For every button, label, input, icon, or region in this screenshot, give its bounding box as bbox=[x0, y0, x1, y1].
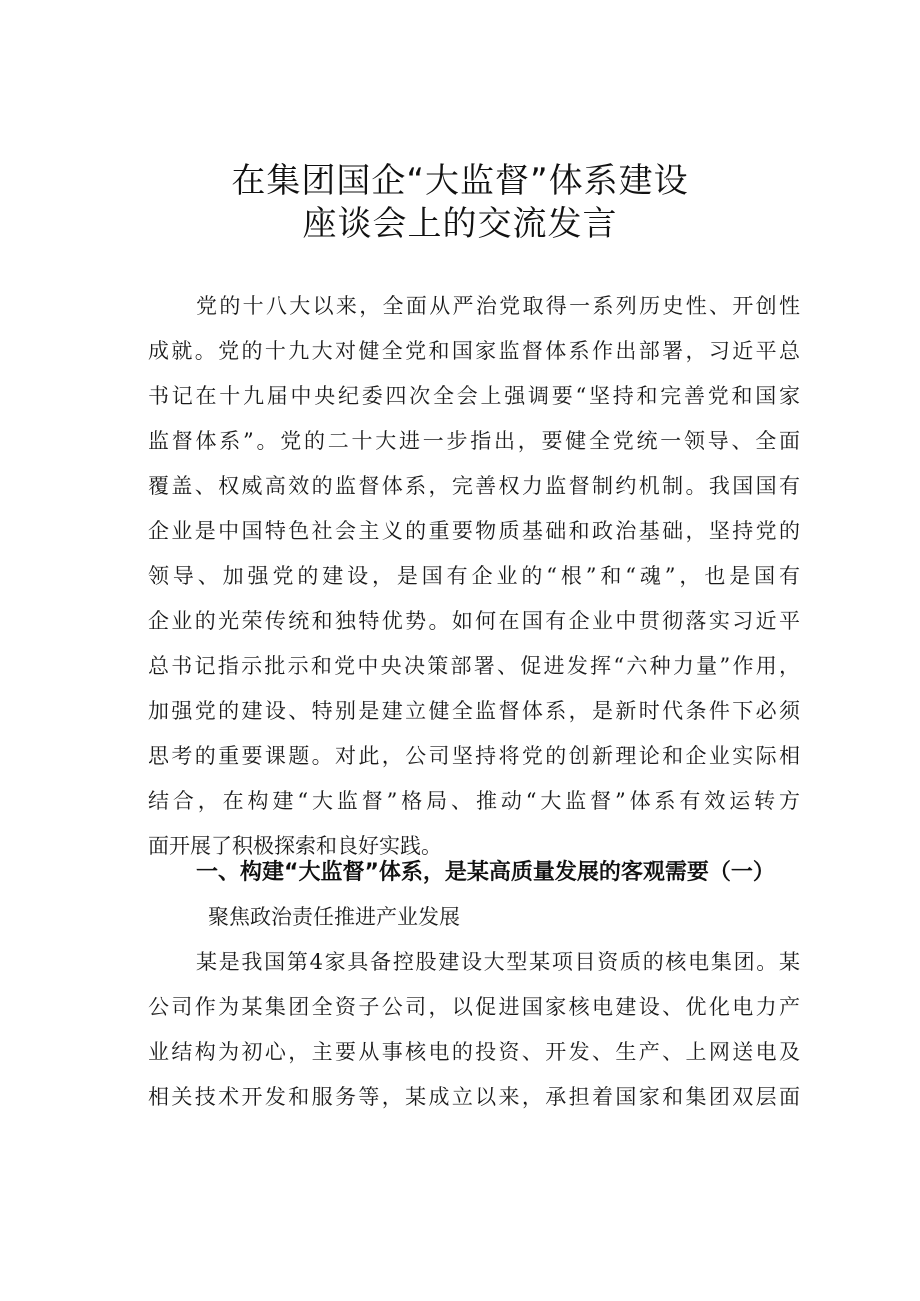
section-heading: 一、构建“大监督”体系，是某高质量发展的客观需要（一） bbox=[196, 860, 775, 885]
paragraph-line: 监督体系”。党的二十大进一步指出，要健全党统一领导、全面 bbox=[148, 429, 800, 453]
document-title-line-2: 座谈会上的交流发言 bbox=[302, 204, 618, 244]
document-title-line-1: 在集团国企“大监督”体系建设 bbox=[231, 161, 689, 201]
section-subheading: 聚焦政治责任推进产业发展 bbox=[208, 905, 460, 929]
paragraph-line: 领导、加强党的建设，是国有企业的“根”和“魂”，也是国有 bbox=[148, 564, 800, 588]
paragraph-line: 书记在十九届中央纪委四次全会上强调要“坚持和完善党和国家 bbox=[148, 384, 800, 408]
paragraph-line: 企业是中国特色社会主义的重要物质基础和政治基础，坚持党的 bbox=[148, 519, 800, 543]
paragraph-line: 面开展了积极探索和良好实践。 bbox=[148, 834, 442, 858]
paragraph-line: 公司作为某集团全资子公司，以促进国家核电建设、优化电力产 bbox=[148, 995, 800, 1019]
paragraph-line: 成就。党的十九大对健全党和国家监督体系作出部署，习近平总 bbox=[148, 339, 800, 363]
paragraph-line: 总书记指示批示和党中央决策部署、促进发挥“六种力量”作用， bbox=[148, 654, 800, 678]
paragraph-line: 相关技术开发和服务等，某成立以来，承担着国家和集团双层面 bbox=[148, 1085, 800, 1109]
paragraph-line: 加强党的建设、特别是建立健全监督体系，是新时代条件下必须 bbox=[148, 699, 800, 723]
paragraph-line: 结合，在构建“大监督”格局、推动“大监督”体系有效运转方 bbox=[148, 789, 800, 813]
paragraph-line: 某是我国第4家具备控股建设大型某项目资质的核电集团。某 bbox=[196, 950, 800, 974]
paragraph-line: 党的十八大以来，全面从严治党取得一系列历史性、开创性 bbox=[196, 294, 800, 318]
paragraph-line: 业结构为初心，主要从事核电的投资、开发、生产、上网送电及 bbox=[148, 1040, 800, 1064]
paragraph-line: 思考的重要课题。对此，公司坚持将党的创新理论和企业实际相 bbox=[148, 744, 800, 768]
paragraph-line: 企业的光荣传统和独特优势。如何在国有企业中贯彻落实习近平 bbox=[148, 609, 800, 633]
paragraph-line: 覆盖、权威高效的监督体系，完善权力监督制约机制。我国国有 bbox=[148, 474, 800, 498]
